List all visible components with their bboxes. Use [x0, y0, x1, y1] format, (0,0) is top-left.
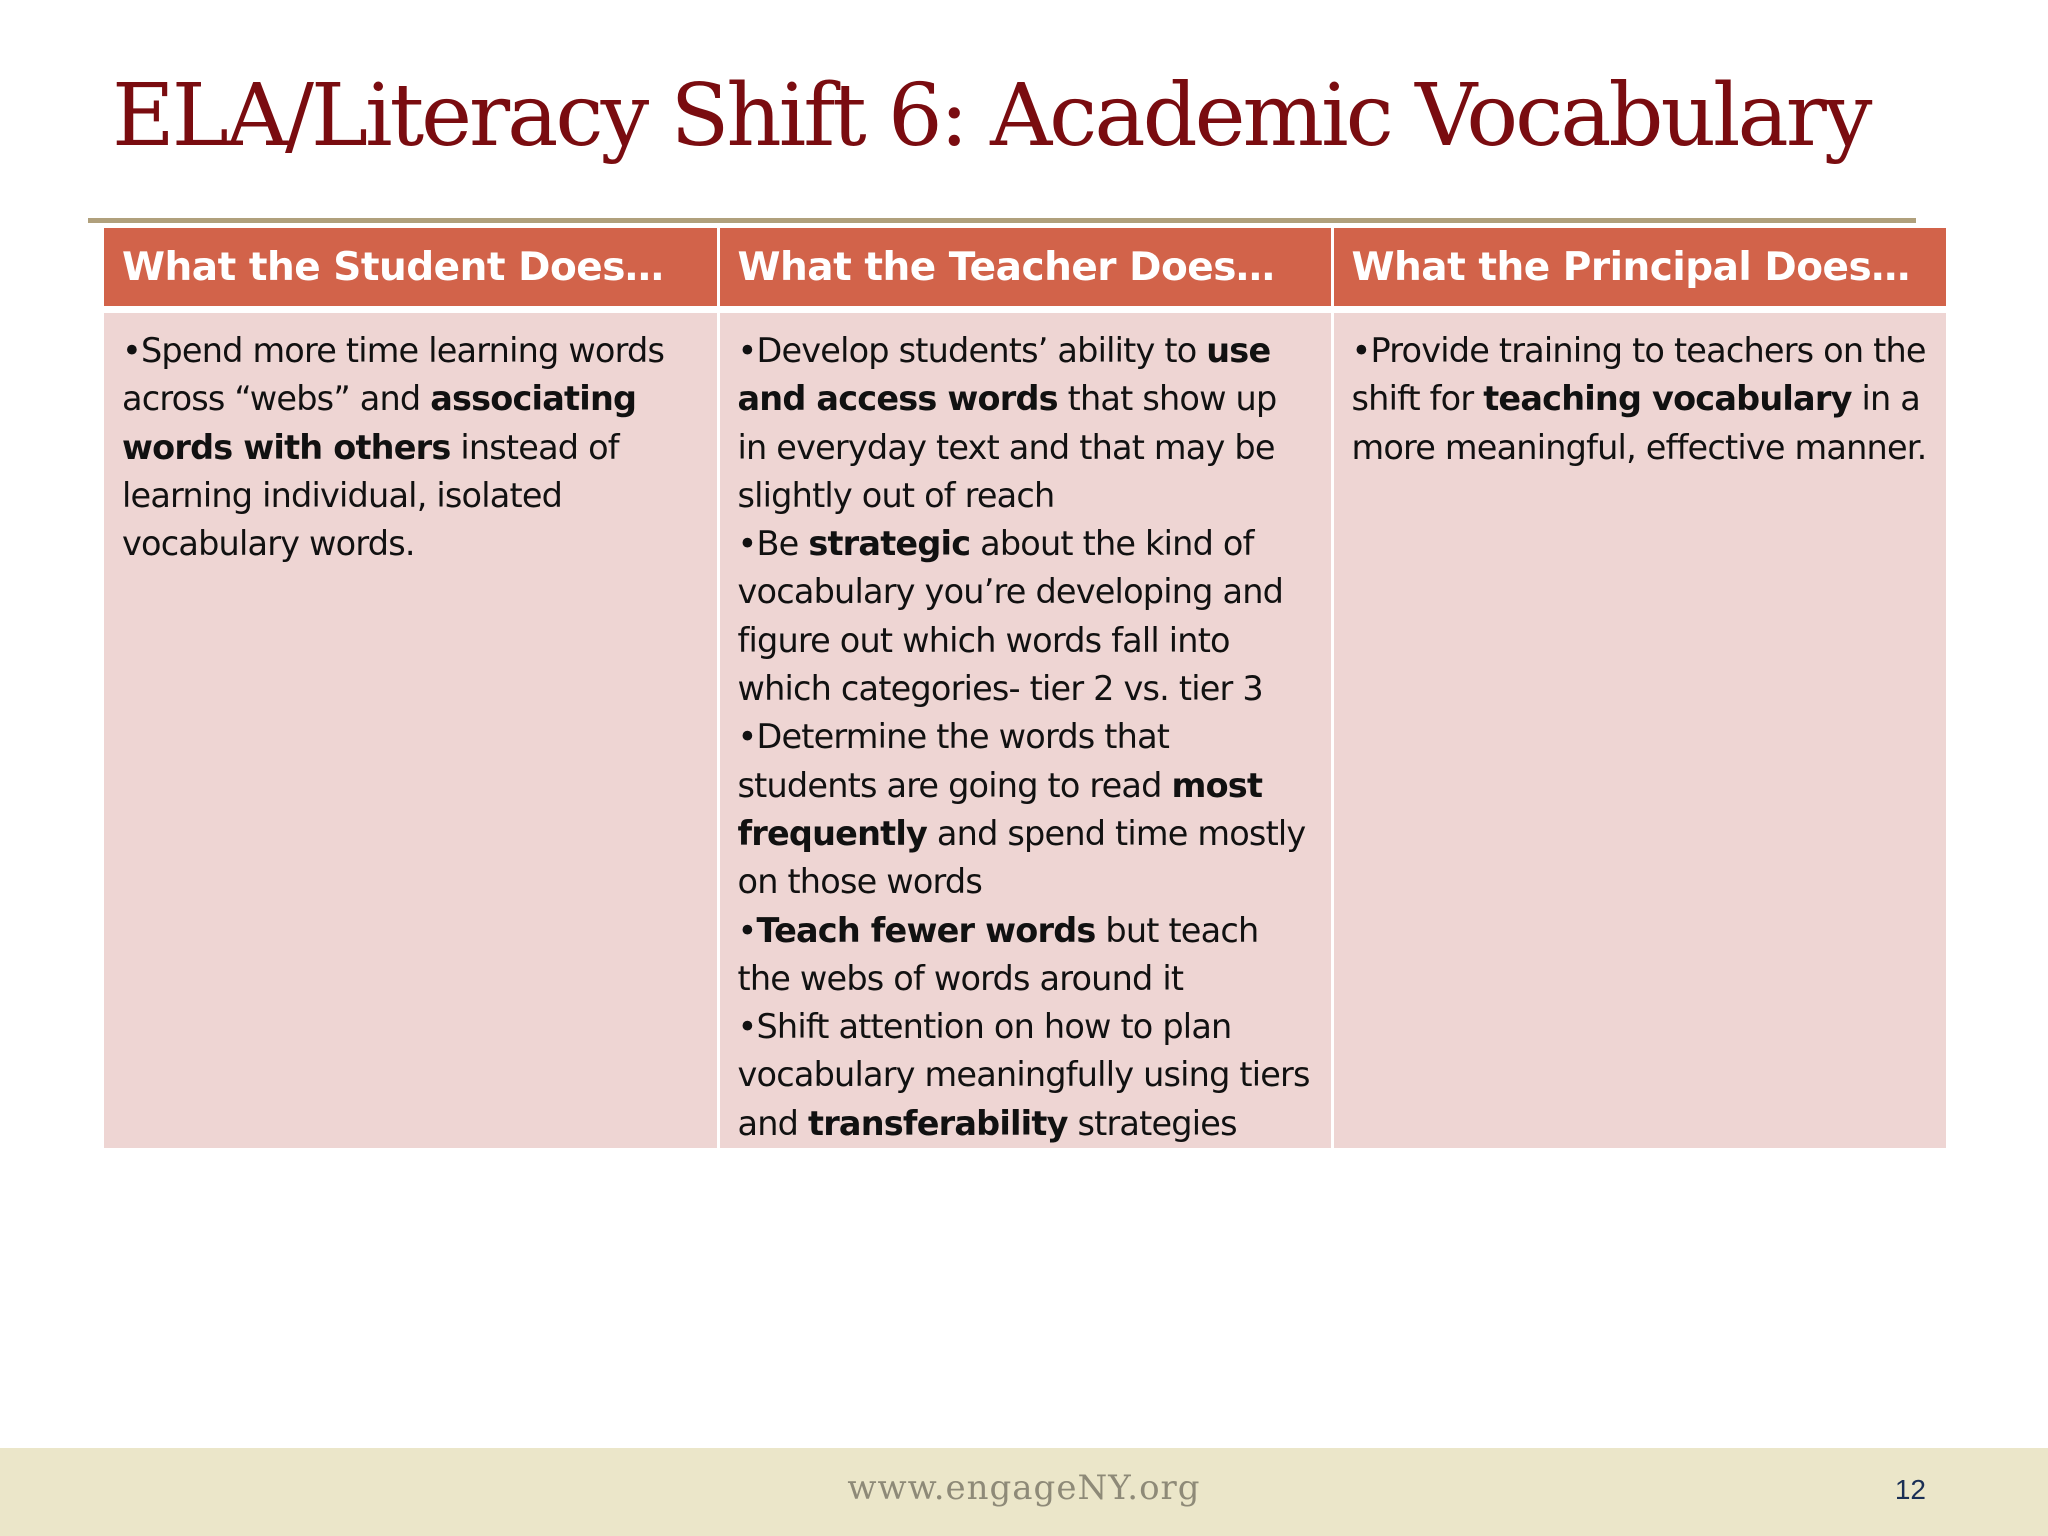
bullet-text: strategies [1067, 1103, 1237, 1143]
bullet-text: in a more meaningful, effective manner. [1351, 379, 1927, 467]
bullet-text: but teach the webs of words around it [737, 910, 1259, 998]
footer-url: www.engageNY.org [847, 1468, 1201, 1508]
bullet-item [738, 1003, 1313, 1148]
bullet-item [738, 713, 1313, 906]
bullet-emphasis: transferability [807, 1103, 1068, 1143]
header-student: What the Student Does… [104, 228, 718, 310]
bullet-text: •Be [737, 524, 809, 564]
bullet-text: instead of learning individual, isolated vocabulary words. [122, 427, 619, 564]
bullet-emphasis: teaching vocabulary [1483, 379, 1852, 419]
bullet-text: • [737, 910, 757, 950]
bullet-text: •Develop students’ ability to [737, 331, 1207, 370]
teacher-cell [718, 310, 1332, 1149]
bullet-text: •Spend more time learning words across “webs” and [122, 331, 665, 419]
bullet-text: •Determine the words that students are going to read [737, 717, 1172, 805]
title-divider [88, 218, 1916, 223]
principal-cell [1332, 310, 1946, 1149]
slide-number: 12 [1894, 1474, 1926, 1505]
table-header-row [104, 228, 1946, 310]
bullet-text: •Shift attention on how to plan vocabulary meaningfully using tiers and [737, 1007, 1310, 1143]
bullet-emphasis: Teach fewer words [756, 910, 1096, 950]
bullet-text: and spend time mostly on those words [737, 813, 1306, 902]
header-teacher: What the Teacher Does… [718, 228, 1332, 310]
bullet-emphasis: use and access words [737, 331, 1271, 419]
bullet-emphasis: associating words with others [122, 379, 637, 467]
footer-bar [0, 1448, 2048, 1536]
slide-title: ELA/Literacy Shift 6: Academic Vocabulary [112, 66, 1870, 166]
table-row [104, 310, 1946, 1149]
bullet-item [1352, 327, 1929, 472]
bullet-item [122, 327, 699, 568]
bullet-text: •Provide training to teachers on the shift for [1351, 331, 1926, 419]
bullet-item [738, 520, 1313, 713]
bullet-emphasis: most frequently [737, 765, 1263, 853]
bullet-text: that show up in everyday text and that may be slightly out of reach [737, 379, 1277, 515]
bullet-emphasis: strategic [808, 524, 971, 564]
bullet-text: about the kind of vocabulary you’re developing and figure out which words fall into which categories- tier 2 vs. tier 3 [737, 524, 1284, 709]
shifts-table [104, 228, 1946, 1148]
student-cell [104, 310, 718, 1149]
bullet-item [738, 327, 1313, 520]
bullet-item [738, 907, 1313, 1004]
header-principal: What the Principal Does… [1332, 228, 1946, 310]
